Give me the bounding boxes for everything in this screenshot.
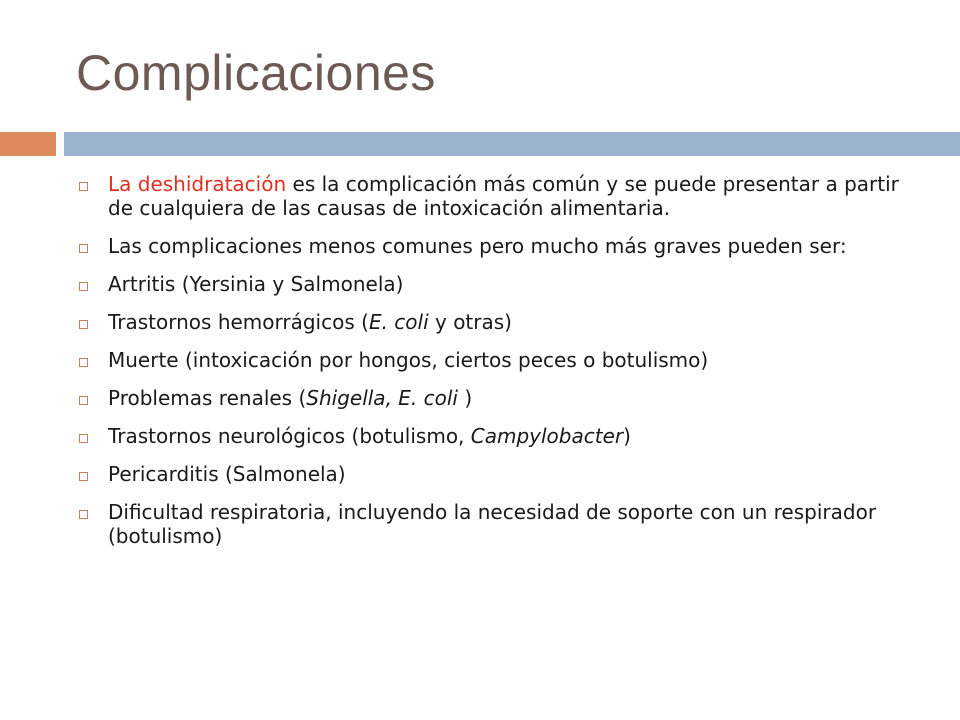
- highlighted-term: La deshidratación: [108, 172, 287, 196]
- list-item: [76, 310, 906, 334]
- square-bullet-icon: [79, 472, 88, 481]
- list-item-text-post: ): [623, 424, 631, 448]
- list-item-text-pre: Trastornos neurológicos (botulismo,: [108, 424, 471, 448]
- square-bullet-icon: [79, 396, 88, 405]
- list-item-text: es la complicación más común y se puede presentar a partir de cualquiera de las causas de intoxicación alimentaria.: [108, 172, 899, 220]
- list-item: [76, 172, 906, 220]
- square-bullet-icon: [79, 358, 88, 367]
- square-bullet-icon: [79, 182, 88, 191]
- list-item-text: Artritis (Yersinia y Salmonela): [108, 272, 404, 296]
- list-item-text-post: y otras): [428, 310, 512, 334]
- italic-term: E. coli: [368, 310, 429, 334]
- italic-term: Campylobacter: [470, 424, 624, 448]
- accent-bar-blue: [64, 132, 960, 156]
- list-item-text-post: ): [457, 386, 473, 410]
- list-item: [76, 386, 906, 410]
- bullet-list: [76, 172, 906, 562]
- list-item-text: Muerte (intoxicación por hongos, ciertos peces o botulismo): [108, 348, 709, 372]
- list-item-text: Pericarditis (Salmonela): [108, 462, 346, 486]
- list-item: [76, 272, 906, 296]
- list-item: [76, 500, 906, 548]
- list-item-text-pre: Problemas renales (: [108, 386, 307, 410]
- list-item-text-pre: Trastornos hemorrágicos (: [108, 310, 369, 334]
- square-bullet-icon: [79, 320, 88, 329]
- italic-term: Shigella, E. coli: [306, 386, 458, 410]
- square-bullet-icon: [79, 244, 88, 253]
- list-item: [76, 462, 906, 486]
- square-bullet-icon: [79, 510, 88, 519]
- list-item-text: Dificultad respiratoria, incluyendo la necesidad de soporte con un respirador (botulismo): [108, 500, 877, 548]
- slide-title: Complicaciones: [76, 45, 436, 101]
- list-item: [76, 348, 906, 372]
- square-bullet-icon: [79, 434, 88, 443]
- square-bullet-icon: [79, 282, 88, 291]
- list-item-text: Las complicaciones menos comunes pero mucho más graves pueden ser:: [108, 234, 847, 258]
- list-item: [76, 424, 906, 448]
- list-item: [76, 234, 906, 258]
- accent-bar-orange: [0, 132, 56, 156]
